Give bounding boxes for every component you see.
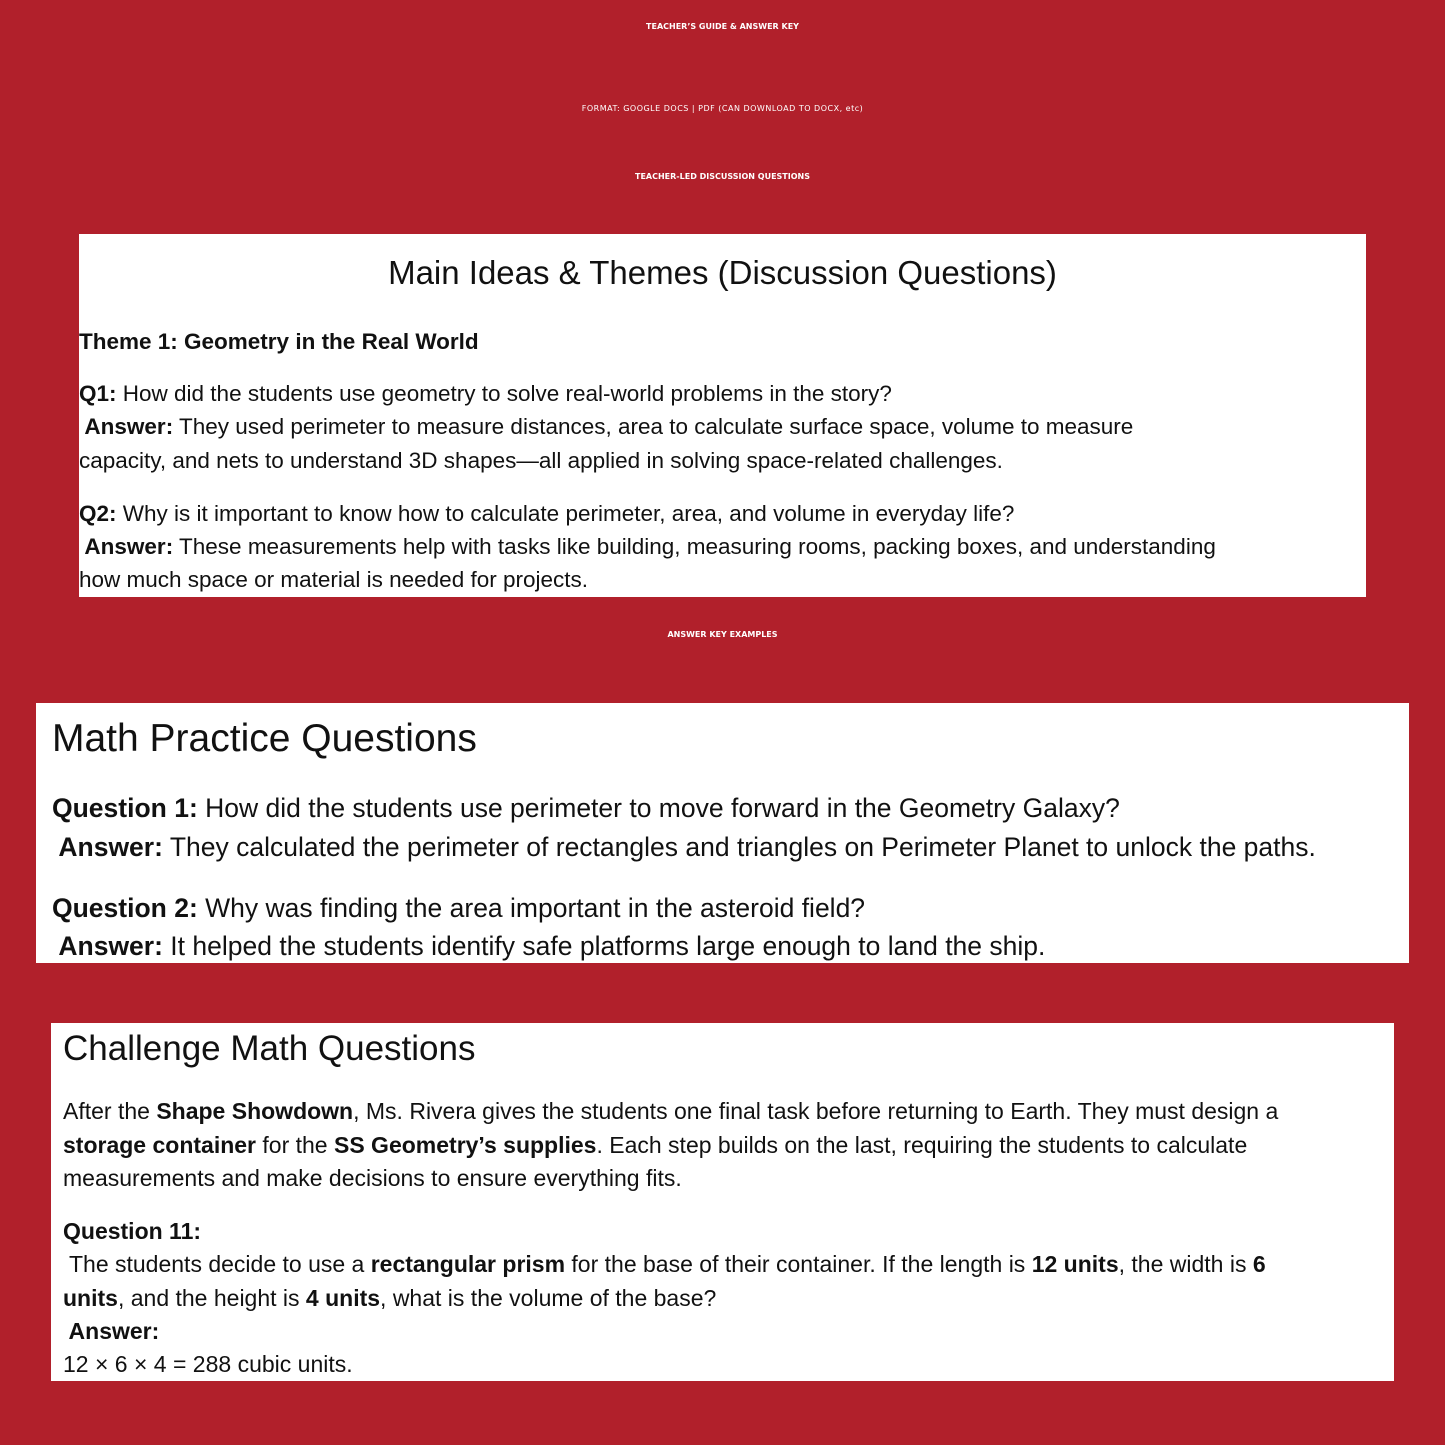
question-11-line-1: The students decide to use a rectangular prism for the base of their container. If the length is 12 units, the width is 6: [63, 1251, 1266, 1277]
answer-11-text: 12 × 6 × 4 = 288 cubic units.: [63, 1351, 353, 1377]
question-1: Q1: How did the students use geometry to solve real-world problems in the story?: [79, 381, 892, 406]
math-practice-card: [36, 703, 1409, 963]
practice-answer-2: Answer: It helped the students identify safe platforms large enough to land the ship.: [52, 931, 1046, 961]
answer-11-label: Answer:: [63, 1318, 160, 1344]
section-title-answer-key: ANSWER KEY EXAMPLES: [667, 630, 778, 639]
section-title-discussion: TEACHER-LED DISCUSSION QUESTIONS: [635, 172, 810, 181]
answer-1-line-1: Answer: They used perimeter to measure distances, area to calculate surface space, volume to measure: [79, 414, 1134, 439]
answer-2-line-1: Answer: These measurements help with tasks like building, measuring rooms, packing boxes, and understanding: [79, 534, 1216, 559]
question-2: Q2: Why is it important to know how to calculate perimeter, area, and volume in everyday life?: [79, 501, 1015, 526]
theme-heading: Theme 1: Geometry in the Real World: [79, 329, 479, 354]
challenge-intro-line-2: storage container for the SS Geometry’s supplies. Each step builds on the last, requiring the students to calculate: [63, 1132, 1248, 1158]
challenge-intro-line-3: measurements and make decisions to ensure everything fits.: [63, 1165, 682, 1191]
practice-doc-title: Math Practice Questions: [52, 717, 477, 760]
page-title: TEACHER’S GUIDE & ANSWER KEY: [646, 22, 799, 31]
challenge-intro-line-1: After the Shape Showdown, Ms. Rivera gives the students one final task before returning to Earth. They must design a: [63, 1098, 1279, 1124]
practice-question-1: Question 1: How did the students use perimeter to move forward in the Geometry Galaxy?: [52, 793, 1120, 823]
answer-2-line-2: how much space or material is needed for projects.: [79, 567, 588, 592]
discussion-doc-title: Main Ideas & Themes (Discussion Questions): [388, 254, 1057, 291]
question-11-line-2: units, and the height is 4 units, what is the volume of the base?: [63, 1285, 717, 1311]
format-subtitle: FORMAT: GOOGLE DOCS | PDF (CAN DOWNLOAD TO DOCX, etc): [581, 104, 864, 113]
question-11-label: Question 11:: [63, 1218, 202, 1244]
challenge-doc-title: Challenge Math Questions: [63, 1029, 476, 1068]
practice-answer-1: Answer: They calculated the perimeter of rectangles and triangles on Perimeter Planet to unlock the paths.: [52, 832, 1316, 862]
practice-question-2: Question 2: Why was finding the area important in the asteroid field?: [52, 893, 866, 923]
challenge-math-card: [51, 1023, 1394, 1381]
answer-1-line-2: capacity, and nets to understand 3D shapes—all applied in solving space-related challenges.: [79, 448, 1003, 473]
discussion-questions-card: [79, 234, 1366, 597]
